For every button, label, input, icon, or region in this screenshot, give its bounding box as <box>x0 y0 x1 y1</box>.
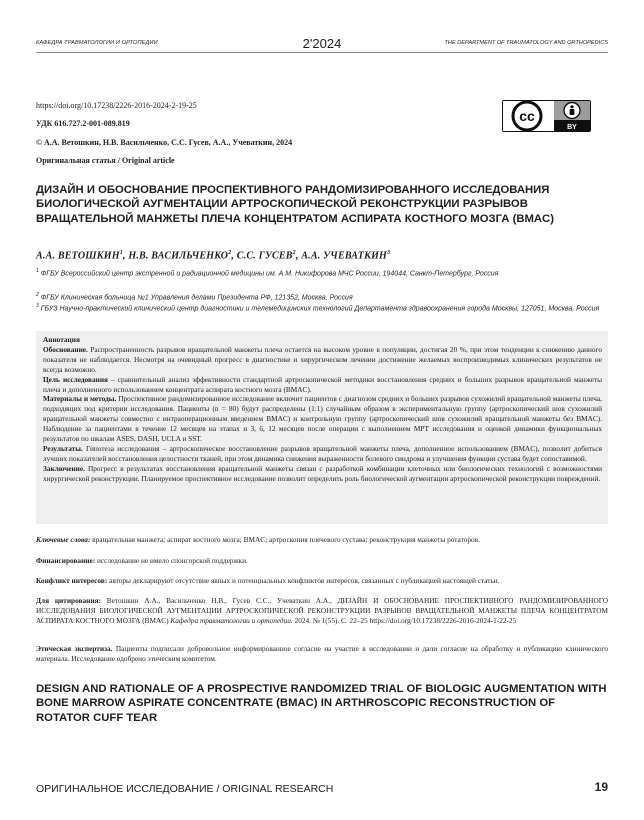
abstract-section: Результаты. Гипотеза исследования – артроскопическое восстановление разрывов вращательной манжеты плеча, дополненное использованием (BMAC), позволит добиться лучших показателей восстановления целостности тканей, при этом динамика снижения выраженности болевого синдрома и улучшения функции сустава будет сопоставимой. <box>43 443 603 463</box>
svg-text:cc: cc <box>519 108 535 124</box>
keywords: Ключевые слова: вращательная манжета; аспират костного мозга; BMAC; артроскопия плечевого сустава; реконструкция манжеты ротаторов. <box>36 535 480 544</box>
article-title-en: DESIGN AND RATIONALE OF A PROSPECTIVE RANDOMIZED TRIAL OF BIOLOGIC AUGMENTATION WITH BONE MARROW ASPIRATE CONCENTRATE (BMAC) IN ARTHROSCOPIC RECONSTRUCTION OF ROTATOR CUFF TEAR <box>36 683 607 724</box>
copyright-line: © А.А. Ветошкин, Н.В. Васильченко, С.С. Гусев, А.А., Учеваткин, 2024 <box>36 138 293 147</box>
conflict-of-interest: Конфликт интересов: авторы декларируют отсутствие явных и потенциальных конфликтов интересов, связанных с публикацией настоящей статьи. <box>36 576 500 585</box>
citation: Для цитирования: Ветошкин А.А., Васильченко Н.В., Гусев С.С., Учеваткин А.А., ДИЗАЙН И ОБОСНОВАНИЕ ПРОСПЕКТИВНОГО РАНДОМИЗИРОВАННОГО ИССЛЕДОВАНИЯ БИОЛОГИЧЕСКОЙ АУГМЕНТАЦИИ АРТРОСКОПИЧЕСКОЙ РЕКОНСТРУКЦИИ РАЗРЫВОВ ВРАЩАТЕЛЬНОЙ МАНЖЕТЫ ПЛЕЧА КОНЦЕНТРАТОМ АСПИРАТА КОСТНОГО МОЗГА (BMAC) Кафедра травматологии и ортопедии. 2024. № 1(55). С. 22–25 https://doi.org/10.17238/2226-2016-2024-1-22-25 <box>36 596 609 625</box>
affiliation-3: $^3$ ГБУЗ Научно-практический клинический центр диагностики и телемедицинских технологий Департамента здравоохранения города Москвы, 127051, Москва, Россия <box>36 303 600 313</box>
abstract-section: Цель исследования – сравнительный анализ эффективности стандартной артроскопической методики восстановления средних и больших разрывов вращательной манжеты плеча и дополненного использованием концентрата аспирата костного мозга (BMAC). <box>43 374 602 394</box>
udk-code: УДК 616.727.2-001-089.819 <box>36 119 130 128</box>
running-header-right: THE DEPARTMENT OF TRAUMATOLOGY AND ORTHOPEDICS <box>444 40 608 46</box>
doi-link[interactable]: https://doi.org/10.17238/2226-2016-2024-2-19-25 <box>36 101 197 110</box>
funding: Финансирование: исследование не имело спонсорской поддержки. <box>36 556 248 565</box>
abstract-heading: Аннотация <box>43 335 80 344</box>
header-divider <box>36 52 608 53</box>
affiliation-2: $^2$ ФГБУ Клиническая больница №1 Управления делами Президента РФ, 121352, Москва, Россия <box>36 292 353 302</box>
page-number: 19 <box>594 780 608 794</box>
abstract-section: Обоснование. Распространенность разрывов вращательной манжеты плеча остается на высоком уровне в популяции, достигая 20 %, при этом тенденции к снижению данного показателя не наблюдается. Несмотря на очевидный прогресс в диагностике и хирургическом лечении достижение желаемых воспроизводимых клинических результатов не всегда возможно. <box>43 344 603 374</box>
citation-doi-link[interactable]: 2024. № 1(55). С. 22–25 https://doi.org/10.17238/2226-2016-2024-1-22-25 <box>294 615 517 625</box>
article-type: Оригинальная статья / Original article <box>36 156 175 165</box>
author-list: А.А. ВЕТОШКИН$^1$, Н.В. ВАСИЛЬЧЕНКО$^2$, С.С. ГУСЕВ$^2$, А.А. УЧЕВАТКИН$^3$ <box>36 250 391 262</box>
author-name: А.А. УЧЕВАТКИН <box>301 250 388 262</box>
abstract <box>43 335 602 484</box>
running-header-left: КАФЕДРА ТРАВМАТОЛОГИИ И ОРТОПЕДИИ <box>36 40 158 46</box>
abstract-section: Материалы и методы. Проспективное рандомизированное исследование включит пациентов с диагнозом средних и больших разрывов сухожилий вращательной манжеты плеча, подходящих под критерии исследования. Пациенты (n = 80) будут распределены (1:1) случайным образом в экспериментальную группу (артроскопический шов сухожилий вращательной манжеты совместно с интраоперационным введением BMAC) и контрольную группу (артроскопический шов сухожилий вращательной манжеты без BMAC). Наблюдение за пациентами в течение 12 месяцев на этапах и 3, 6, 12 месяцев после операции с выполнением МРТ исследования и оценкой динамики функциональных результатов по шкалам ASES, DASH, UCLA и SST. <box>43 394 602 444</box>
license-label: BY <box>567 124 577 131</box>
abstract-section: Заключение. Прогресс в результатах восстановления вращательной манжеты связан с разработкой комбинации клеточных или биологических технологий с возможностями хирургической реконструкции. Планируемое проспективное исследование позволит определить роль биологической аугментации артроскопической реконструкции повреждений. <box>43 463 602 483</box>
article-title-ru: ДИЗАЙН И ОБОСНОВАНИЕ ПРОСПЕКТИВНОГО РАНДОМИЗИРОВАННОГО ИССЛЕДОВАНИЯ БИОЛОГИЧЕСКОЙ АУГМЕНТАЦИИ АРТРОСКОПИЧЕСКОЙ РЕКОНСТРУКЦИИ РАЗРЫВОВ ВРАЩАТЕЛЬНОЙ МАНЖЕТЫ ПЛЕЧА КОНЦЕНТРАТОМ АСПИРАТА КОСТНОГО МОЗГА (BMAC) <box>36 184 554 225</box>
issue-number: 2'2024 <box>302 36 342 51</box>
author-name: Н.В. ВАСИЛЬЧЕНКО <box>128 250 229 262</box>
cc-by-icon <box>502 100 591 132</box>
author-name: А.А. ВЕТОШКИН <box>36 250 120 262</box>
ethics-statement: Этическая экспертиза. Пациенты подписали добровольное информированное согласие на участие в исследовании и дали согласие на обработку и публикацию клинического материала. Исследование одобрено этическим комитетом. <box>36 644 609 663</box>
affiliation-1: $^1$ ФГБУ Всероссийский центр экстренной и радиационной медицины им. А.М. Никифорова МЧС России, 194044, Санкт-Петербург, Россия <box>36 268 499 278</box>
footer-section-label: ОРИГИНАЛЬНОЕ ИССЛЕДОВАНИЕ / ORIGINAL RESEARCH <box>36 783 334 795</box>
author-name: С.С. ГУСЕВ <box>236 250 293 262</box>
